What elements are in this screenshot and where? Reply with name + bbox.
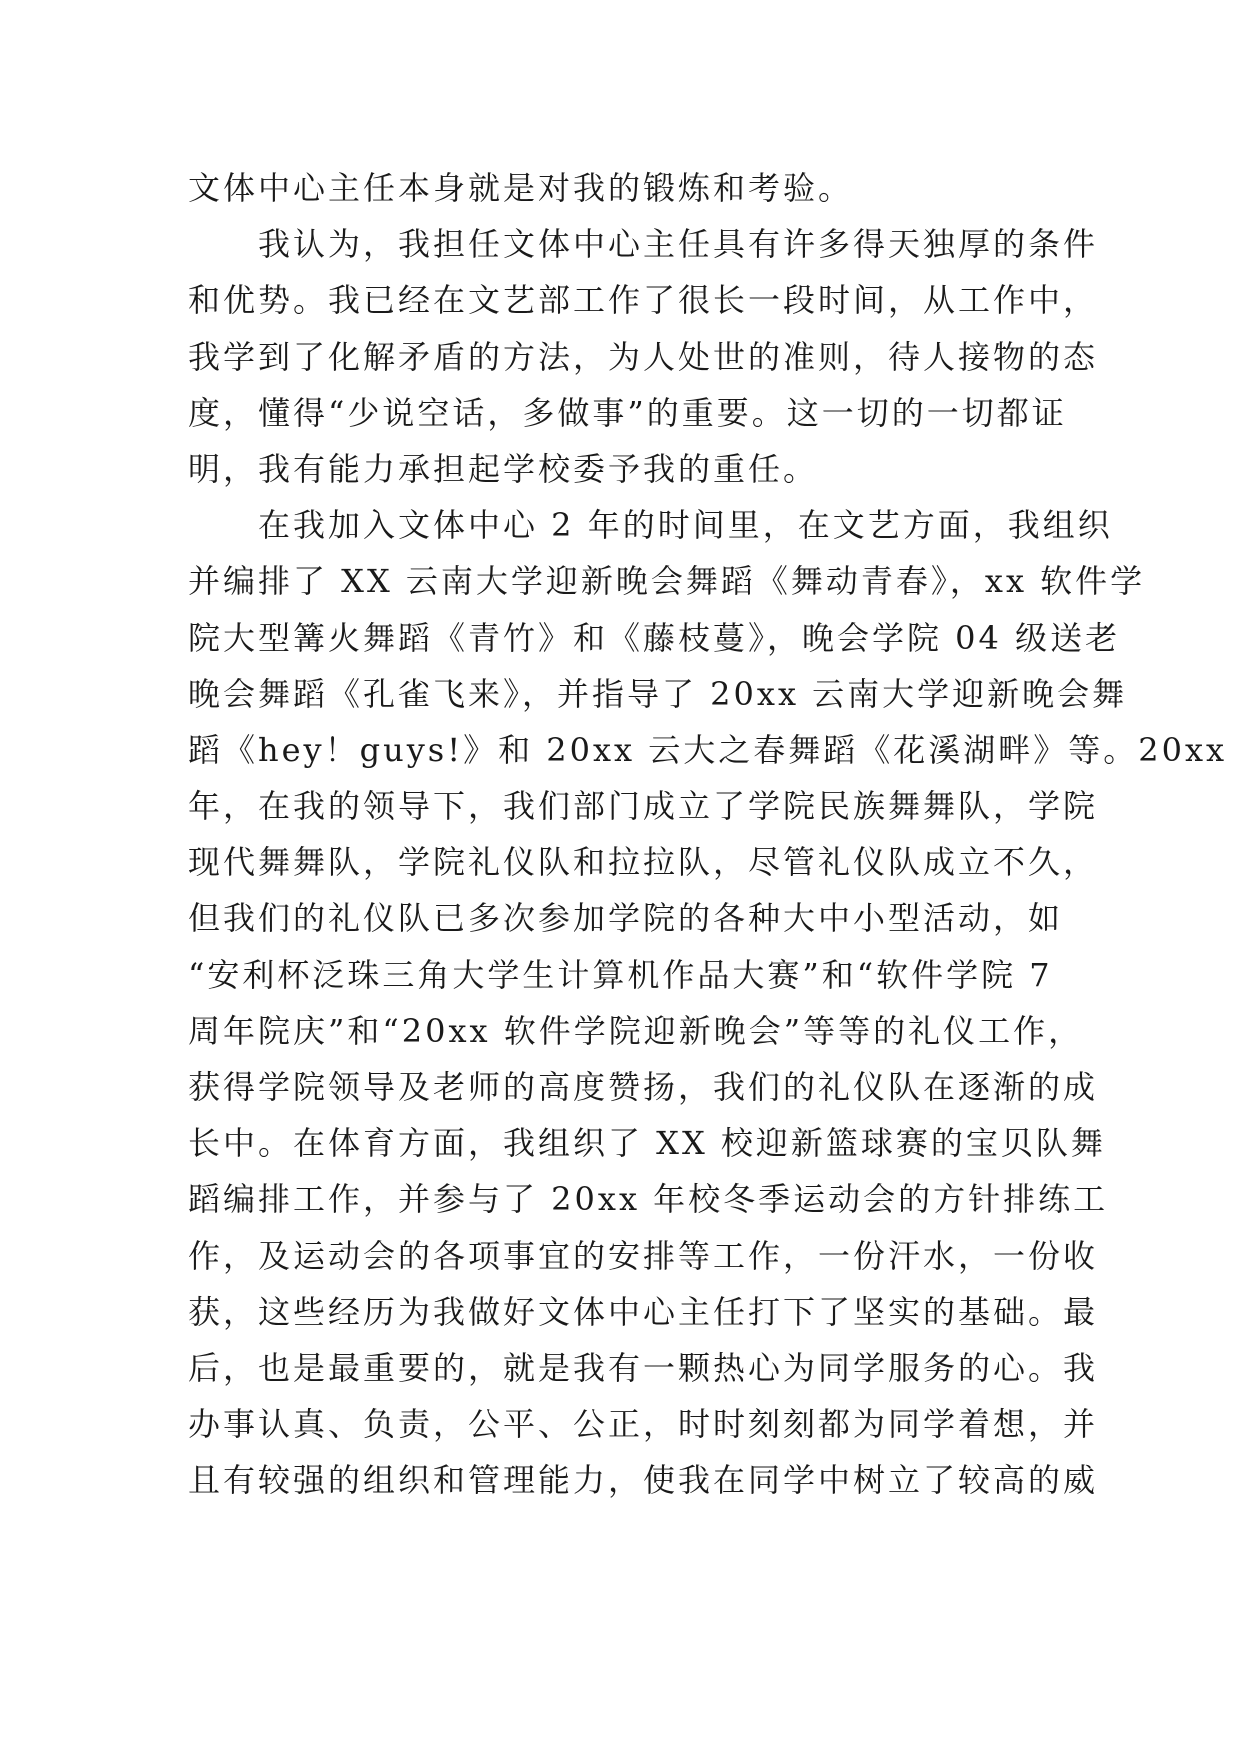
text-line: 但我们的礼仪队已多次参加学院的各种大中小型活动，如 — [188, 899, 1064, 938]
body-text — [188, 160, 1228, 1509]
text-line: 晚会舞蹈《孔雀飞来》，并指导了 20xx 云南大学迎新晚会舞 — [188, 674, 1128, 713]
text-line: 我学到了化解矛盾的方法，为人处世的准则，待人接物的态 — [188, 337, 1099, 376]
text-line: 周年院庆”和“20xx 软件学院迎新晚会”等等的礼仪工作， — [188, 1011, 1084, 1050]
text-line: 后，也是最重要的，就是我有一颗热心为同学服务的心。我 — [188, 1348, 1099, 1387]
text-line: 且有较强的组织和管理能力，使我在同学中树立了较高的威 — [188, 1461, 1099, 1500]
text-line: 蹈编排工作，并参与了 20xx 年校冬季运动会的方针排练工 — [188, 1180, 1109, 1219]
text-line: 并编排了 XX 云南大学迎新晚会舞蹈《舞动青春》，xx 软件学 — [188, 562, 1146, 601]
text-line: 文体中心主任本身就是对我的锻炼和考验。 — [188, 169, 854, 207]
text-line: 获得学院领导及老师的高度赞扬，我们的礼仪队在逐渐的成 — [188, 1068, 1099, 1106]
text-line: 获，这些经历为我做好文体中心主任打下了坚实的基础。最 — [188, 1292, 1099, 1331]
text-line: “安利杯泛珠三角大学生计算机作品大赛”和“软件学院 7 — [188, 955, 1053, 994]
text-line: 度，懂得“少说空话，多做事”的重要。这一切的一切都证 — [188, 393, 1067, 432]
text-line: 蹈《hey！guys!》和 20xx 云大之春舞蹈《花溪湖畔》等。20xx — [188, 730, 1228, 769]
text-line: 和优势。我已经在文艺部工作了很长一段时间，从工作中， — [188, 281, 1099, 320]
text-line: 明，我有能力承担起学校委予我的重任。 — [188, 449, 819, 488]
paragraph-first-line: 在我加入文体中心 2 年的时间里，在文艺方面，我组织 — [258, 506, 1113, 545]
text-line: 长中。在体育方面，我组织了 XX 校迎新篮球赛的宝贝队舞 — [188, 1124, 1106, 1163]
paragraph-first-line: 我认为，我担任文体中心主任具有许多得天独厚的条件 — [258, 225, 1099, 264]
text-line: 年，在我的领导下，我们部门成立了学院民族舞舞队，学院 — [188, 787, 1099, 826]
text-line: 院大型篝火舞蹈《青竹》和《藤枝蔓》，晚会学院 04 级送老 — [188, 618, 1121, 657]
text-line: 现代舞舞队，学院礼仪队和拉拉队，尽管礼仪队成立不久， — [188, 843, 1099, 882]
text-line: 作，及运动会的各项事宜的安排等工作，一份汗水，一份收 — [188, 1236, 1099, 1275]
text-line: 办事认真、负责，公平、公正，时时刻刻都为同学着想，并 — [188, 1405, 1099, 1444]
